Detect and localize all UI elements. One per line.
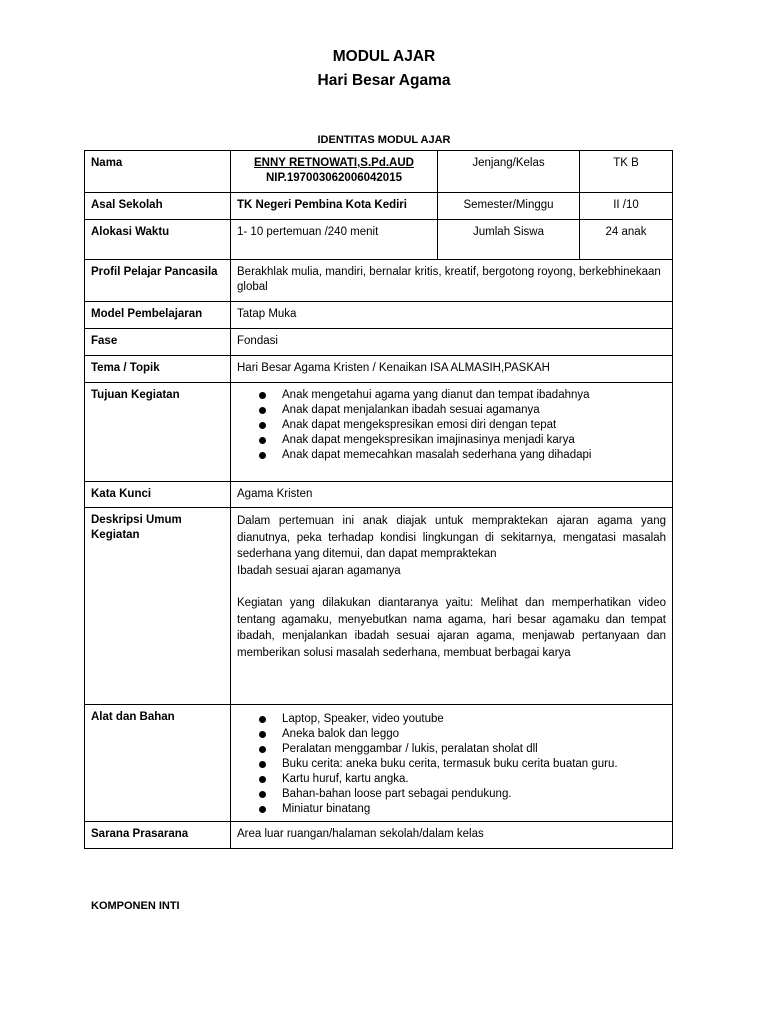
list-item: Bahan-bahan loose part sebagai pendukung. — [282, 787, 666, 802]
table-row — [85, 705, 673, 822]
list-item: Miniatur binatang — [282, 802, 666, 817]
value-asal-sekolah: TK Negeri Pembina Kota Kediri — [231, 193, 438, 220]
list-item: Anak dapat menjalankan ibadah sesuai agamanya — [282, 403, 666, 418]
bullet-icon — [259, 791, 266, 798]
list-item: Aneka balok dan leggo — [282, 727, 666, 742]
label-semester: Semester/Minggu — [438, 193, 580, 220]
table-row — [85, 383, 673, 482]
alat-list — [237, 710, 666, 817]
value-semester: II /10 — [580, 193, 673, 220]
table-row — [85, 356, 673, 383]
table-row — [85, 260, 673, 302]
table-row — [85, 302, 673, 329]
deskripsi-paragraph-1: Dalam pertemuan ini anak diajak untuk mempraktekan ajaran agama yang dianutnya, peka terhadap kondisi lingkungan di sekitarnya, mengatasi masalah sederhana yang ditemui, dan dapat mempraktekan — [237, 515, 666, 560]
paragraph-gap — [237, 579, 666, 595]
label-deskripsi: Deskripsi Umum Kegiatan — [85, 508, 231, 705]
label-tujuan: Tujuan Kegiatan — [85, 383, 231, 482]
label-profil: Profil Pelajar Pancasila — [85, 260, 231, 302]
value-fase: Fondasi — [231, 329, 673, 356]
alat-cell — [231, 705, 673, 822]
bullet-icon — [259, 716, 266, 723]
tujuan-list — [237, 388, 666, 463]
list-item: Peralatan menggambar / lukis, peralatan sholat dll — [282, 742, 666, 757]
deskripsi-paragraph-2: Kegiatan yang dilakukan diantaranya yaitu: Melihat dan memperhatikan video tentang agamaku, menyebutkan nama agama, hari besar agamaku dan tempat ibadah, menjalankan ibadah sesuai ajaran agama, menjawab pertanyaan dan memberikan solusi masalah sederhana, membuat berbagai karya — [237, 597, 666, 659]
bullet-icon — [259, 776, 266, 783]
label-model: Model Pembelajaran — [85, 302, 231, 329]
list-item: Anak dapat mengekspresikan imajinasinya menjadi karya — [282, 433, 666, 448]
list-item: Anak dapat memecahkan masalah sederhana yang dihadapi — [282, 448, 666, 463]
deskripsi-paragraph-1b: Ibadah sesuai ajaran agamanya — [237, 564, 401, 577]
bullet-icon — [259, 437, 266, 444]
value-sarana: Area luar ruangan/halaman sekolah/dalam kelas — [231, 822, 673, 849]
value-tema: Hari Besar Agama Kristen / Kenaikan ISA ALMASIH,PASKAH — [231, 356, 673, 383]
label-kata-kunci: Kata Kunci — [85, 482, 231, 508]
label-sarana: Sarana Prasarana — [85, 822, 231, 849]
value-jumlah-siswa: 24 anak — [580, 220, 673, 260]
label-asal-sekolah: Asal Sekolah — [85, 193, 231, 220]
table-row — [85, 822, 673, 849]
page-subtitle: Hari Besar Agama — [317, 72, 451, 89]
section-heading-identitas: IDENTITAS MODUL AJAR — [317, 134, 451, 146]
value-profil: Berakhlak mulia, mandiri, bernalar kritis, kreatif, bergotong royong, berkebhinekaan global — [231, 260, 673, 302]
value-model: Tatap Muka — [231, 302, 673, 329]
table-row — [85, 220, 673, 260]
page-title: MODUL AJAR — [332, 48, 436, 65]
bullet-icon — [259, 422, 266, 429]
value-kata-kunci: Agama Kristen — [231, 482, 673, 508]
label-jumlah-siswa: Jumlah Siswa — [438, 220, 580, 260]
bullet-icon — [259, 806, 266, 813]
list-item: Anak mengetahui agama yang dianut dan tempat ibadahnya — [282, 388, 666, 403]
tujuan-cell — [231, 383, 673, 482]
label-alokasi-waktu: Alokasi Waktu — [85, 220, 231, 260]
label-tema: Tema / Topik — [85, 356, 231, 383]
table-row — [85, 193, 673, 220]
identity-table — [84, 150, 673, 849]
label-nama: Nama — [85, 151, 231, 193]
list-item: Anak dapat mengekspresikan emosi diri dengan tepat — [282, 418, 666, 433]
list-item: Laptop, Speaker, video youtube — [282, 712, 666, 727]
bullet-icon — [259, 392, 266, 399]
table-row — [85, 329, 673, 356]
list-item: Kartu huruf, kartu angka. — [282, 772, 666, 787]
bullet-icon — [259, 731, 266, 738]
bullet-icon — [259, 746, 266, 753]
label-alat-bahan: Alat dan Bahan — [85, 705, 231, 822]
table-row — [85, 151, 673, 193]
bullet-icon — [259, 452, 266, 459]
section-heading-komponen-inti: KOMPONEN INTI — [91, 900, 180, 912]
teacher-nip: NIP.197003062006042015 — [265, 172, 402, 184]
table-row — [85, 482, 673, 508]
label-jenjang: Jenjang/Kelas — [438, 151, 580, 193]
deskripsi-cell — [231, 508, 673, 705]
table-row — [85, 508, 673, 705]
value-alokasi-waktu: 1- 10 pertemuan /240 menit — [231, 220, 438, 260]
teacher-cell — [231, 151, 438, 193]
teacher-name: ENNY RETNOWATI,S.Pd.AUD — [254, 157, 414, 169]
value-jenjang: TK B — [580, 151, 673, 193]
bullet-icon — [259, 761, 266, 768]
list-item: Buku cerita: aneka buku cerita, termasuk buku cerita buatan guru. — [282, 757, 666, 772]
bullet-icon — [259, 407, 266, 414]
label-fase: Fase — [85, 329, 231, 356]
